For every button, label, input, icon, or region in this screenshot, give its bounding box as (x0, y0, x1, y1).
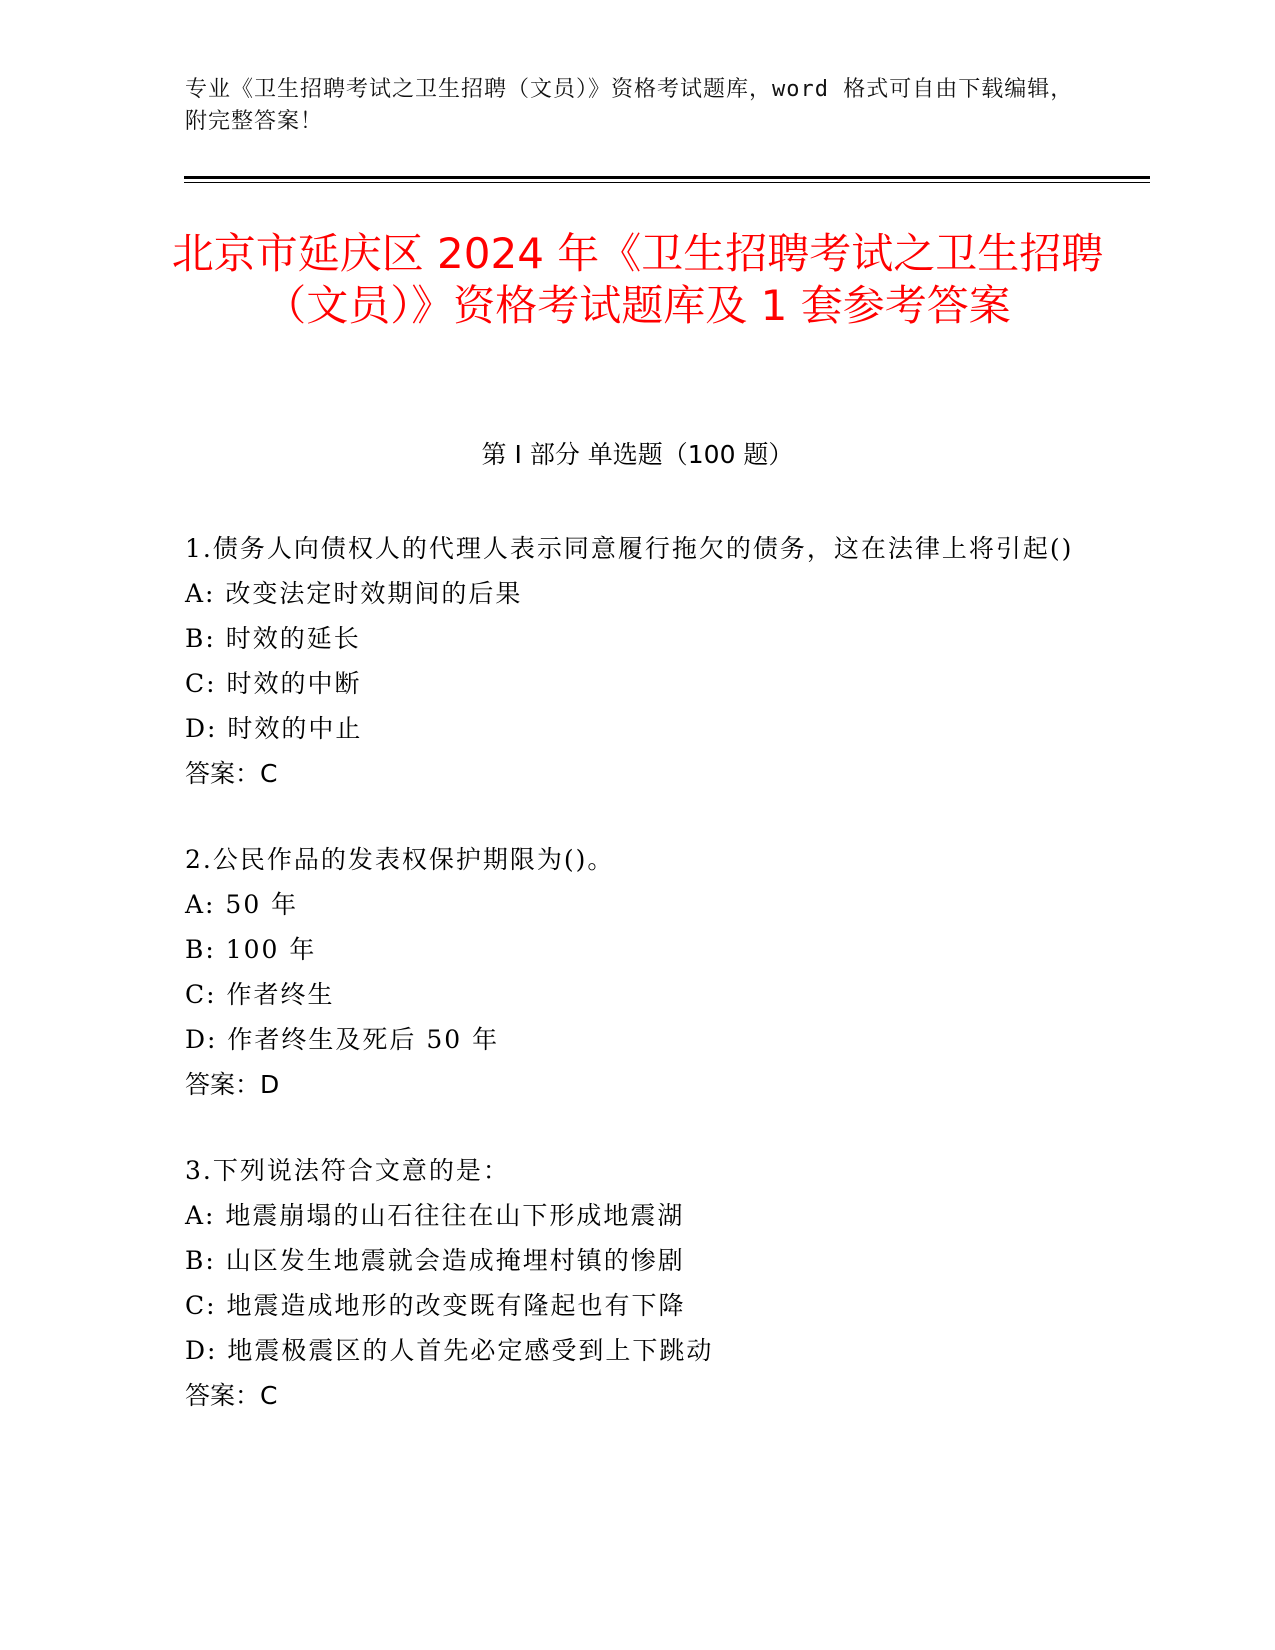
answer-line: 答案：D (185, 1070, 280, 1099)
answer-line: 答案：C (185, 759, 278, 788)
option-d: D: 时效的中止 (185, 714, 363, 743)
question-1 (185, 526, 1075, 796)
option-a: A: 50 年 (185, 890, 299, 919)
option-c: C: 作者终生 (185, 980, 335, 1009)
option-b: B: 山区发生地震就会造成掩埋村镇的惨剧 (185, 1246, 685, 1275)
header-note: 专业《卫生招聘考试之卫生招聘（文员）》资格考试题库，word 格式可自由下载编辑，附完整答案！ (185, 77, 1074, 134)
option-b: B: 100 年 (185, 935, 317, 964)
option-a: A: 改变法定时效期间的后果 (185, 579, 523, 608)
option-d: D: 作者终生及死后 50 年 (185, 1025, 500, 1054)
option-c: C: 时效的中断 (185, 669, 362, 698)
question-list (185, 526, 1075, 1459)
option-d: D: 地震极震区的人首先必定感受到上下跳动 (185, 1336, 714, 1365)
option-c: C: 地震造成地形的改变既有隆起也有下降 (185, 1291, 686, 1320)
document-title: 北京市延庆区 2024 年《卫生招聘考试之卫生招聘（文员）》资格考试题库及 1 套参考答案 (171, 229, 1104, 330)
question-2 (185, 837, 1075, 1107)
question-stem: 1.债务人向债权人的代理人表示同意履行拖欠的债务，这在法律上将引起() (185, 534, 1074, 563)
header-divider-thick (184, 176, 1150, 179)
question-stem: 3.下列说法符合文意的是： (185, 1156, 510, 1185)
option-a: A: 地震崩塌的山石往往在山下形成地震湖 (185, 1201, 685, 1230)
question-stem: 2.公民作品的发表权保护期限为()。 (185, 845, 615, 874)
question-3 (185, 1148, 1075, 1418)
answer-line: 答案：C (185, 1381, 278, 1410)
option-b: B: 时效的延长 (185, 624, 361, 653)
section-title: 第 I 部分 单选题（100 题） (481, 440, 794, 469)
header-divider-thin (184, 182, 1150, 183)
